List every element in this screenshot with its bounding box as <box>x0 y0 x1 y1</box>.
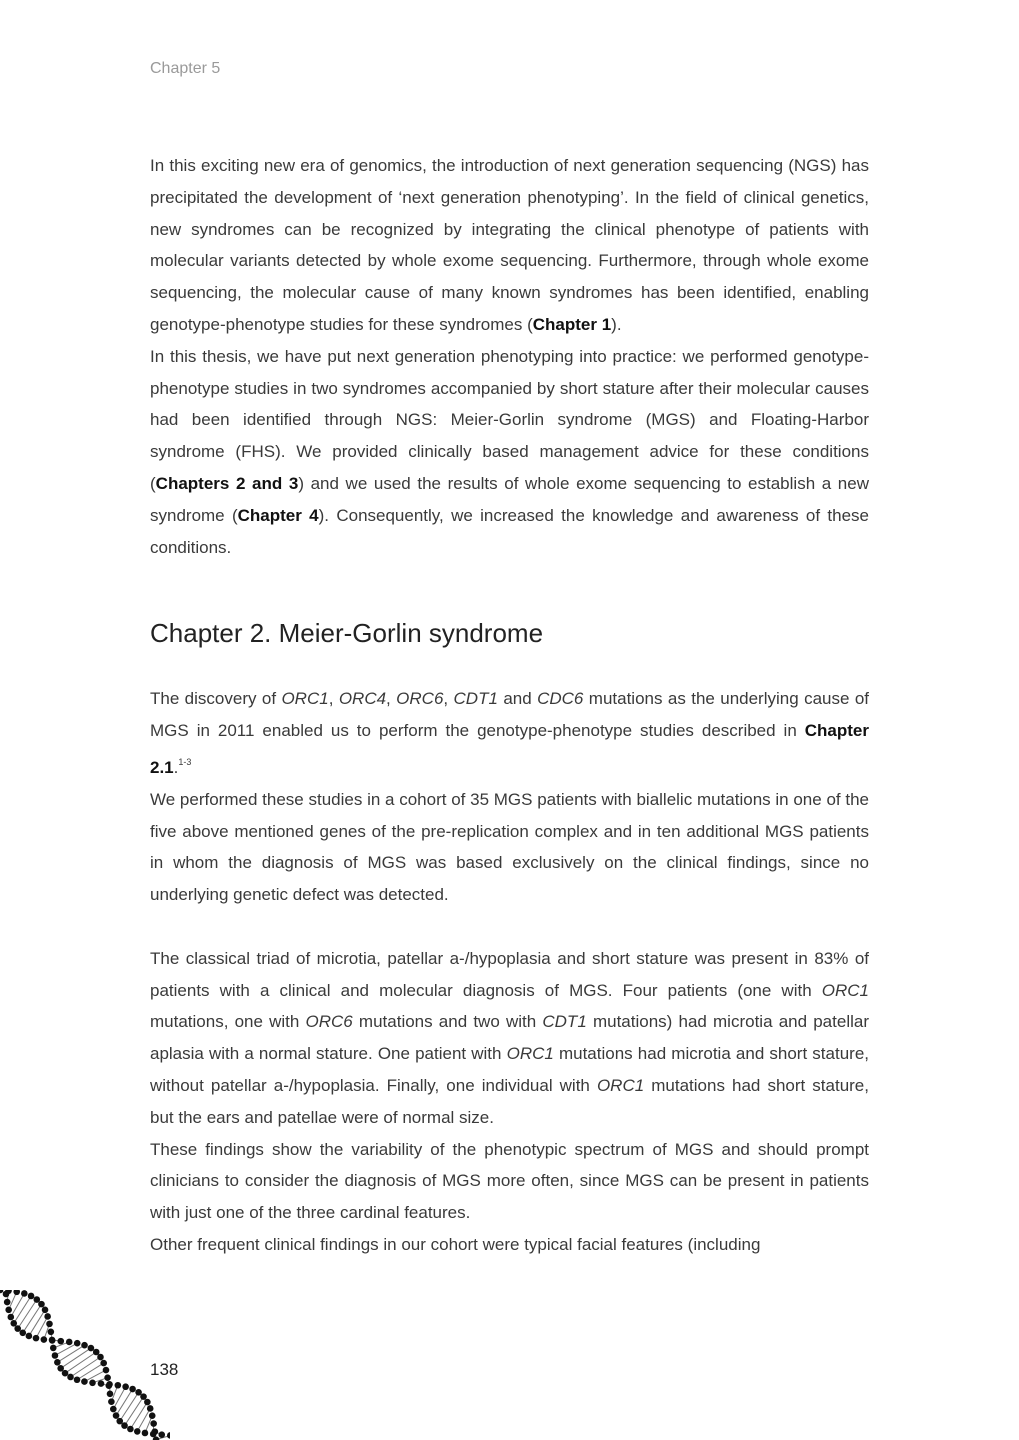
dna-node <box>89 1379 96 1386</box>
dna-node <box>10 1320 17 1327</box>
dna-node <box>41 1336 48 1343</box>
text-run: , <box>328 689 339 709</box>
text-run: In this exciting new era of genomics, the introduction of next generation sequencing (NGS) has precipitated the development of ‘next generation phenotyping’. In the field of clinical genetics, new syndromes can be recognized by integrating the clinical phenotype of patients with molecular variants detected by whole exome sequencing. Furthermore, through whole exome sequencing, the molecular cause of many known syndromes has been identified, enabling genotype-phenotype studies for these syndromes ( <box>150 156 869 334</box>
text-run: mutations had microtia and short stature, without patellar a-/hypoplasia. Finally, one individual with <box>150 1044 870 1095</box>
dna-rung <box>77 1363 104 1380</box>
bold-reference: Chapter 1 <box>532 314 612 334</box>
dna-node <box>49 1337 56 1344</box>
dna-node <box>110 1406 117 1413</box>
dna-rung <box>29 1310 45 1336</box>
dna-node <box>57 1365 64 1372</box>
dna-node <box>140 1393 147 1400</box>
dna-node <box>4 1299 11 1306</box>
dna-node <box>52 1352 59 1359</box>
text-run: , <box>443 689 454 709</box>
paragraph <box>150 784 869 911</box>
mgs-section <box>150 683 869 1260</box>
gene-name: ORC1 <box>506 1044 554 1064</box>
running-head: Chapter 5 <box>150 60 221 77</box>
dna-rung <box>137 1408 150 1431</box>
dna-rung <box>18 1300 37 1329</box>
paragraph <box>150 1229 869 1261</box>
intro-section <box>150 150 869 563</box>
dna-node <box>50 1345 57 1352</box>
dna-node <box>28 1293 35 1300</box>
bold-reference: Chapters 2 and 3 <box>155 473 299 493</box>
dna-node <box>42 1307 49 1314</box>
dna-node <box>135 1389 142 1396</box>
paragraph <box>150 943 869 1134</box>
dna-node <box>100 1360 107 1367</box>
dna-node <box>46 1321 53 1328</box>
dna-node <box>134 1428 141 1435</box>
dna-rung <box>55 1343 77 1355</box>
text-run: ). <box>611 314 622 334</box>
text-run: and <box>497 689 538 709</box>
dna-node <box>152 1428 159 1435</box>
dna-node <box>122 1383 129 1390</box>
paragraph <box>150 1134 869 1229</box>
gene-name: ORC4 <box>338 689 387 709</box>
dna-rung <box>14 1296 31 1323</box>
bold-reference: Chapter 2.1 <box>150 721 869 777</box>
dna-rung <box>11 1293 25 1317</box>
dna-node <box>33 1335 40 1342</box>
dna-node <box>62 1370 69 1377</box>
dna-node <box>104 1374 111 1381</box>
text-run: mutations) had microtia and patellar aplasia with a normal stature. One patient with <box>150 1012 869 1064</box>
bold-reference: Chapter 4 <box>237 505 319 525</box>
dna-node <box>108 1398 115 1405</box>
dna-rung <box>84 1370 106 1382</box>
text-run: The classical triad of microtia, patellar a-/hypoplasia and short stature was present in 83% of patients with a clinical and molecular diagnosis of MGS. Four patients (one with <box>150 948 869 1000</box>
dna-node <box>98 1380 105 1387</box>
dna-node <box>142 1430 149 1437</box>
dna-node <box>5 1307 12 1314</box>
dna-rung <box>116 1389 133 1416</box>
body-text <box>150 150 869 1261</box>
dna-node <box>21 1290 28 1297</box>
dna-node <box>129 1386 136 1393</box>
paragraph <box>150 683 869 783</box>
dna-node <box>74 1340 81 1347</box>
dna-node <box>7 1314 14 1321</box>
text-run: mutations and two with <box>352 1012 543 1032</box>
paragraph <box>150 341 869 564</box>
dna-node <box>127 1426 134 1433</box>
dna-node <box>149 1412 156 1419</box>
dna-node <box>121 1422 128 1429</box>
dna-node <box>74 1376 81 1383</box>
dna-rung <box>113 1387 125 1409</box>
dna-rung <box>130 1402 147 1429</box>
text-run: mutations as the underlying cause of MGS in 2011 enabled us to perform the genotype-phenotype studies described in <box>150 689 870 741</box>
dna-node <box>57 1338 64 1345</box>
citation-superscript: 1-3 <box>178 756 192 767</box>
section-heading: Chapter 2. Meier-Gorlin syndrome <box>150 618 544 649</box>
gene-name: ORC1 <box>596 1075 645 1095</box>
dna-node <box>66 1339 73 1346</box>
gene-name: ORC1 <box>821 980 869 1000</box>
dna-node <box>54 1359 61 1366</box>
dna-node <box>14 1325 21 1332</box>
dna-node <box>13 1290 20 1295</box>
dna-node <box>67 1374 74 1381</box>
gene-name: CDT1 <box>453 689 498 709</box>
dna-node <box>107 1391 114 1398</box>
dna-node <box>113 1412 120 1419</box>
dna-node <box>150 1420 157 1427</box>
gene-name: ORC6 <box>396 689 444 709</box>
text-run: These findings show the variability of the phenotypic spectrum of MGS and should prompt clinicians to consider the diagnosis of MGS more often, since MGS can be present in patients with just one of the three cardinal features. <box>150 1139 869 1223</box>
dna-node <box>38 1301 45 1308</box>
text-run: , <box>386 689 397 709</box>
gene-name: ORC6 <box>305 1012 353 1032</box>
paragraph <box>150 150 869 341</box>
gene-name: ORC1 <box>281 689 329 709</box>
text-run: ) and we used the results of whole exome sequencing to establish a new syndrome ( <box>150 473 869 525</box>
dna-node <box>144 1399 151 1406</box>
dna-node <box>44 1313 51 1320</box>
dna-rung <box>57 1345 84 1362</box>
dna-node <box>115 1382 122 1389</box>
text-run: The discovery of <box>150 689 282 709</box>
dna-node <box>158 1431 165 1438</box>
text-run: mutations, one with <box>150 1012 306 1032</box>
text-run: We performed these studies in a cohort of 35 MGS patients with biallelic mutations in one of the five above mentioned genes of the pre-replication complex and in ten additional MGS patients in whom the diagnosis of MGS was based exclusively on the clinical findings, since no underlying genetic defect was detected. <box>150 789 869 905</box>
dna-rung <box>125 1397 144 1426</box>
dna-rung <box>23 1304 42 1333</box>
dna-node <box>26 1333 33 1340</box>
dna-rung <box>120 1392 139 1421</box>
text-run: ). Consequently, we increased the knowledge and awareness of these conditions. <box>150 505 869 557</box>
text-run: mutations had short stature, but the ears and patellae were of normal size. <box>150 1075 869 1127</box>
text-run: . <box>173 757 179 777</box>
dna-node <box>147 1405 154 1412</box>
dna-node <box>103 1367 110 1374</box>
dna-node <box>19 1330 26 1337</box>
text-run: Other frequent clinical findings in our cohort were typical facial features (including <box>150 1234 761 1254</box>
dna-helix-decoration <box>0 1290 170 1440</box>
gene-name: CDT1 <box>542 1012 587 1032</box>
dna-node <box>106 1381 113 1388</box>
dna-node <box>167 1432 170 1439</box>
dna-node <box>97 1354 104 1361</box>
gene-name: CDC6 <box>537 689 584 709</box>
dna-node <box>0 1290 3 1293</box>
dna-node <box>48 1329 55 1336</box>
dna-node <box>81 1342 88 1349</box>
text-run: In this thesis, we have put next generation phenotyping into practice: we performed genotype-phenotype studies in two syndromes accompanied by short stature after their molecular causes had been identified through NGS: Meier-Gorlin syndrome (MGS) and Floating-Harbor syndrome (FHS). We provided clinically based management advice for these conditions ( <box>150 346 869 493</box>
dna-node <box>81 1378 88 1385</box>
page-number: 138 <box>150 1360 179 1379</box>
dna-node <box>93 1349 100 1356</box>
dna-node <box>88 1345 95 1352</box>
